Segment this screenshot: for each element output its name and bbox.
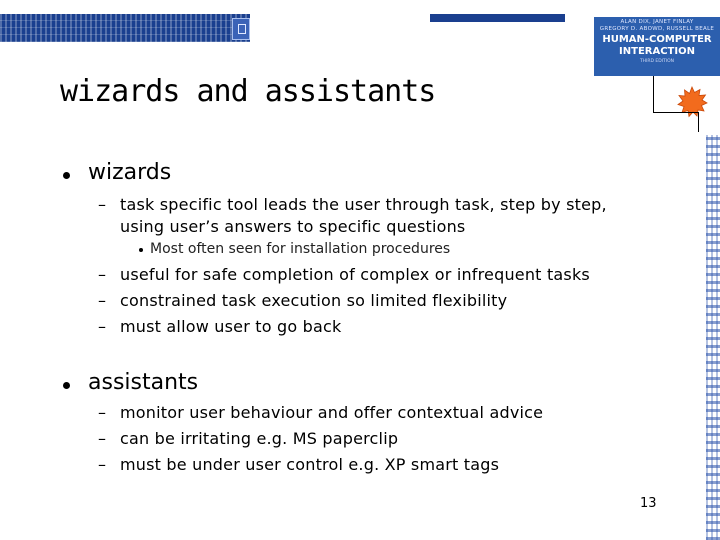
wizards-item-1-line-2: using user’s answers to specific questions xyxy=(120,217,466,236)
dash: – xyxy=(98,195,106,214)
corner-line xyxy=(698,112,699,132)
book-title-1: HUMAN-COMPUTER xyxy=(602,34,712,45)
wizards-item-1-sub: Most often seen for installation procedures xyxy=(150,241,451,257)
assistants-item-3: must be under user control e.g. XP smart tags xyxy=(120,455,500,474)
book-authors-1: ALAN DIX, JANET FINLAY xyxy=(620,19,694,25)
binary-strip-decoration xyxy=(0,14,250,42)
dash: – xyxy=(98,403,106,422)
assistants-heading: assistants xyxy=(88,370,199,395)
assistants-item-2: can be irritating e.g. MS paperclip xyxy=(120,429,399,448)
page-number: 13 xyxy=(640,496,657,511)
slide-title: wizards and assistants xyxy=(60,74,436,109)
dash: – xyxy=(98,317,106,336)
wizards-item-4: must allow user to go back xyxy=(120,317,342,336)
wizards-item-3: constrained task execution so limited flexibility xyxy=(120,291,508,310)
binary-column-decoration xyxy=(706,135,720,540)
wizards-heading: wizards xyxy=(88,160,172,185)
corner-line xyxy=(653,76,654,113)
bullet-dot xyxy=(139,248,143,252)
assistants-item-1: monitor user behaviour and offer contextual advice xyxy=(120,403,544,422)
dash: – xyxy=(98,291,106,310)
book-title-2: INTERACTION xyxy=(619,46,695,57)
book-cover-logo xyxy=(594,17,720,76)
dash: – xyxy=(98,455,106,474)
wizards-item-2: useful for safe completion of complex or infrequent tasks xyxy=(120,265,590,284)
bullet-dot xyxy=(63,382,70,389)
strip-end-icon xyxy=(232,18,250,40)
orange-starburst-icon xyxy=(676,86,708,118)
book-authors-2: GREGORY D. ABOWD, RUSSELL BEALE xyxy=(599,26,715,32)
wizards-item-1-line-1: task specific tool leads the user through task, step by step, xyxy=(120,195,607,214)
dash: – xyxy=(98,265,106,284)
corner-line xyxy=(653,112,699,113)
top-blue-bar xyxy=(430,14,565,22)
dash: – xyxy=(98,429,106,448)
book-edition: THIRD EDITION xyxy=(639,59,675,64)
bullet-dot xyxy=(63,172,70,179)
